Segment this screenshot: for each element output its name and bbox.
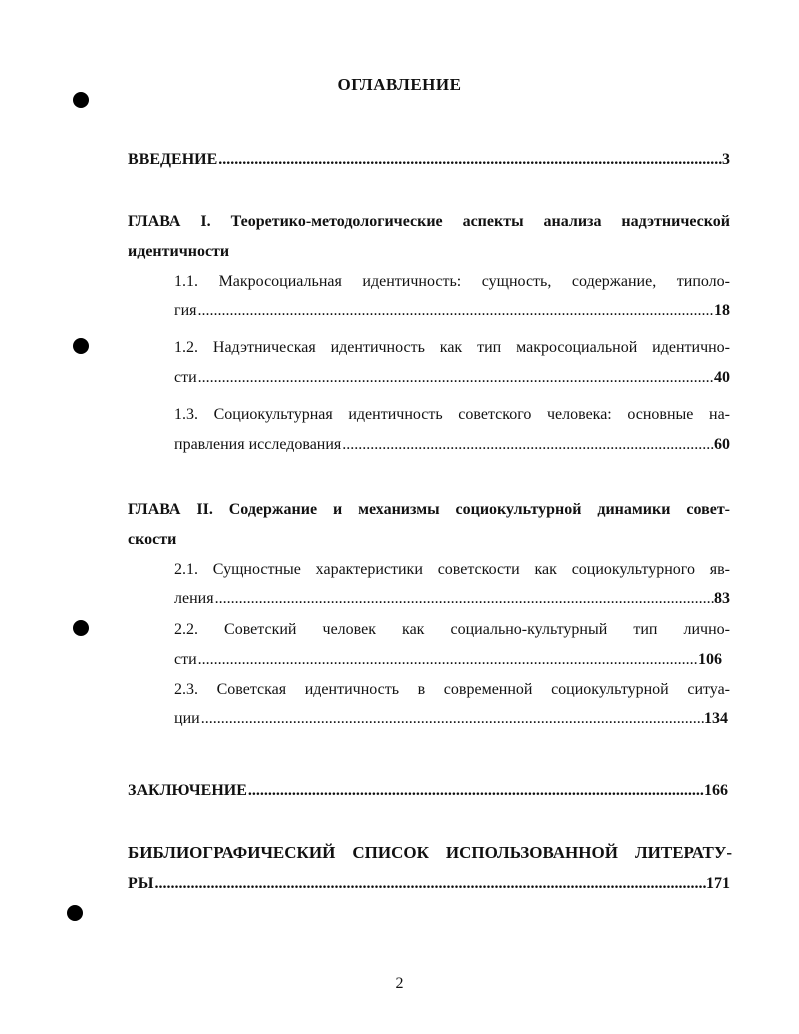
toc-intro-label: ВВЕДЕНИЕ <box>128 151 218 168</box>
dot-leader <box>201 709 704 729</box>
section-2-2-line1: 2.2. Советский человек как социально-культурный тип лично- <box>174 621 730 638</box>
dot-leader <box>198 650 698 670</box>
toc-intro-page: 3 <box>722 151 730 168</box>
page-title: ОГЛАВЛЕНИЕ <box>337 75 462 94</box>
dot-leader <box>218 150 722 170</box>
bibliography-line1: БИБЛИОГРАФИЧЕСКИЙ СПИСОК ИСПОЛЬЗОВАННОЙ ЛИТЕРАТУ- <box>128 843 732 862</box>
section-1-2-line2 <box>174 368 730 388</box>
dot-leader <box>342 435 714 455</box>
binder-hole-3 <box>73 620 89 636</box>
section-2-3-page: 134 <box>704 710 728 727</box>
section-1-3-line2 <box>174 435 730 455</box>
toc-entry-intro <box>128 150 730 170</box>
section-2-2-tail: сти <box>174 651 197 668</box>
section-1-3-page: 60 <box>714 436 730 453</box>
section-2-1-line2 <box>174 589 730 609</box>
section-2-2-line2 <box>174 650 722 670</box>
chapter1-heading-line2: идентичности <box>128 243 230 260</box>
section-1-3-tail: правления исследования <box>174 436 342 453</box>
bibliography-tail: РЫ <box>128 875 154 892</box>
toc-bibliography-page: 171 <box>706 875 730 892</box>
section-1-1-tail: гия <box>174 302 197 319</box>
chapter1-heading-line1: ГЛАВА I. Теоретико-методологические аспекты анализа надэтнической <box>128 213 730 230</box>
dot-leader <box>248 781 704 801</box>
section-2-1-line1: 2.1. Сущностные характеристики советскости как социокультурного яв- <box>174 561 730 578</box>
dot-leader <box>154 874 706 894</box>
section-1-2-tail: сти <box>174 369 197 386</box>
toc-entry-bibliography <box>128 874 730 894</box>
section-2-3-tail: ции <box>174 710 200 727</box>
toc-conclusion-label: ЗАКЛЮЧЕНИЕ <box>128 782 247 799</box>
section-2-3-line2 <box>174 709 728 729</box>
section-2-2-page: 106 <box>698 651 722 668</box>
dot-leader <box>197 301 714 321</box>
section-2-3-line1: 2.3. Советская идентичность в современной социокультурной ситуа- <box>174 681 730 698</box>
toc-entry-conclusion <box>128 781 728 801</box>
binder-hole-2 <box>73 338 89 354</box>
section-1-1-line1: 1.1. Макросоциальная идентичность: сущность, содержание, типоло- <box>174 273 730 290</box>
section-2-1-tail: ления <box>174 590 214 607</box>
section-1-2-line1: 1.2. Надэтническая идентичность как тип макросоциальной идентично- <box>174 339 730 356</box>
section-1-1-line2 <box>174 301 730 321</box>
binder-hole-4 <box>67 905 83 921</box>
toc-conclusion-page: 166 <box>704 782 728 799</box>
dot-leader <box>215 589 714 609</box>
chapter2-heading-line2: скости <box>128 531 177 548</box>
section-1-3-line1: 1.3. Социокультурная идентичность советского человека: основные на- <box>174 406 730 423</box>
section-1-2-page: 40 <box>714 369 730 386</box>
section-2-1-page: 83 <box>714 590 730 607</box>
dot-leader <box>198 368 714 388</box>
section-1-1-page: 18 <box>714 302 730 319</box>
chapter2-heading-line1: ГЛАВА II. Содержание и механизмы социокультурной динамики совет- <box>128 501 730 518</box>
page-number: 2 <box>395 975 404 992</box>
